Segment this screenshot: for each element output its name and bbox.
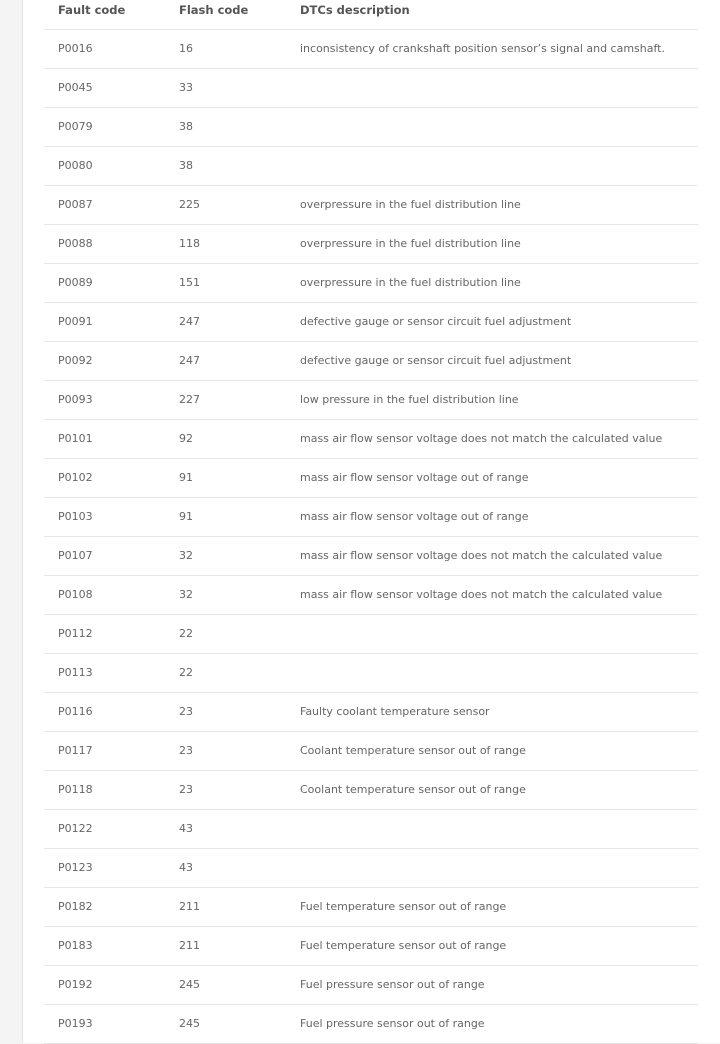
flash-code-cell: 211 (165, 926, 286, 965)
fault-code-cell: P0107 (44, 536, 165, 575)
flash-code-cell: 16 (165, 29, 286, 68)
description-cell: mass air flow sensor voltage out of range (286, 497, 698, 536)
description-cell: mass air flow sensor voltage does not match the calculated value (286, 575, 698, 614)
table-row (44, 692, 698, 731)
table-row (44, 497, 698, 536)
fault-code-cell: P0192 (44, 965, 165, 1004)
table-row (44, 731, 698, 770)
description-cell: inconsistency of crankshaft position sensor’s signal and camshaft. (286, 29, 698, 68)
table-row (44, 809, 698, 848)
fault-code-cell: P0091 (44, 302, 165, 341)
flash-code-cell: 91 (165, 497, 286, 536)
table-row (44, 302, 698, 341)
description-cell: Fuel pressure sensor out of range (286, 1004, 698, 1043)
fault-code-cell: P0045 (44, 68, 165, 107)
fault-code-cell: P0089 (44, 263, 165, 302)
fault-code-cell: P0092 (44, 341, 165, 380)
description-cell: mass air flow sensor voltage out of range (286, 458, 698, 497)
fault-code-cell: P0193 (44, 1004, 165, 1043)
flash-code-cell: 38 (165, 107, 286, 146)
fault-code-cell: P0080 (44, 146, 165, 185)
table-row (44, 107, 698, 146)
fault-code-cell: P0118 (44, 770, 165, 809)
description-cell: overpressure in the fuel distribution line (286, 185, 698, 224)
flash-code-cell: 38 (165, 146, 286, 185)
page-content (22, 0, 720, 1043)
flash-code-cell: 247 (165, 302, 286, 341)
table-row (44, 965, 698, 1004)
header-flash-code: Flash code (165, 0, 286, 29)
flash-code-cell: 23 (165, 770, 286, 809)
table-row (44, 848, 698, 887)
flash-code-cell: 92 (165, 419, 286, 458)
table-row (44, 614, 698, 653)
fault-code-cell: P0112 (44, 614, 165, 653)
table-body (44, 29, 698, 1043)
flash-code-cell: 22 (165, 614, 286, 653)
flash-code-cell: 23 (165, 692, 286, 731)
description-cell: defective gauge or sensor circuit fuel adjustment (286, 341, 698, 380)
description-cell (286, 107, 698, 146)
flash-code-cell: 211 (165, 887, 286, 926)
fault-code-cell: P0108 (44, 575, 165, 614)
fault-code-cell: P0016 (44, 29, 165, 68)
description-cell (286, 614, 698, 653)
table-row (44, 263, 698, 302)
table-row (44, 770, 698, 809)
description-cell: defective gauge or sensor circuit fuel adjustment (286, 302, 698, 341)
table-row (44, 458, 698, 497)
fault-code-cell: P0183 (44, 926, 165, 965)
flash-code-cell: 225 (165, 185, 286, 224)
dtc-table (44, 0, 698, 1044)
description-cell: mass air flow sensor voltage does not match the calculated value (286, 536, 698, 575)
flash-code-cell: 151 (165, 263, 286, 302)
description-cell: Coolant temperature sensor out of range (286, 731, 698, 770)
fault-code-cell: P0079 (44, 107, 165, 146)
description-cell: overpressure in the fuel distribution line (286, 263, 698, 302)
table-row (44, 185, 698, 224)
fault-code-cell: P0117 (44, 731, 165, 770)
fault-code-cell: P0182 (44, 887, 165, 926)
flash-code-cell: 43 (165, 809, 286, 848)
flash-code-cell: 227 (165, 380, 286, 419)
table-row (44, 419, 698, 458)
fault-code-cell: P0087 (44, 185, 165, 224)
flash-code-cell: 32 (165, 536, 286, 575)
flash-code-cell: 247 (165, 341, 286, 380)
table-row (44, 29, 698, 68)
header-fault-code: Fault code (44, 0, 165, 29)
description-cell: mass air flow sensor voltage does not match the calculated value (286, 419, 698, 458)
table-row (44, 536, 698, 575)
table-row (44, 887, 698, 926)
flash-code-cell: 245 (165, 965, 286, 1004)
description-cell (286, 653, 698, 692)
table-row (44, 653, 698, 692)
flash-code-cell: 32 (165, 575, 286, 614)
table-row (44, 380, 698, 419)
fault-code-cell: P0093 (44, 380, 165, 419)
description-cell (286, 809, 698, 848)
fault-code-cell: P0101 (44, 419, 165, 458)
description-cell: Fuel temperature sensor out of range (286, 887, 698, 926)
description-cell: Faulty coolant temperature sensor (286, 692, 698, 731)
flash-code-cell: 22 (165, 653, 286, 692)
flash-code-cell: 118 (165, 224, 286, 263)
table-row (44, 575, 698, 614)
description-cell: Fuel pressure sensor out of range (286, 965, 698, 1004)
description-cell: low pressure in the fuel distribution line (286, 380, 698, 419)
flash-code-cell: 245 (165, 1004, 286, 1043)
fault-code-cell: P0116 (44, 692, 165, 731)
flash-code-cell: 43 (165, 848, 286, 887)
fault-code-cell: P0122 (44, 809, 165, 848)
header-dtc-description: DTCs description (286, 0, 698, 29)
table-row (44, 341, 698, 380)
flash-code-cell: 91 (165, 458, 286, 497)
fault-code-cell: P0113 (44, 653, 165, 692)
description-cell (286, 68, 698, 107)
fault-code-cell: P0103 (44, 497, 165, 536)
fault-code-cell: P0088 (44, 224, 165, 263)
fault-code-cell: P0123 (44, 848, 165, 887)
description-cell (286, 848, 698, 887)
description-cell: Fuel temperature sensor out of range (286, 926, 698, 965)
fault-code-cell: P0102 (44, 458, 165, 497)
table-header (44, 0, 698, 29)
description-cell: overpressure in the fuel distribution line (286, 224, 698, 263)
flash-code-cell: 33 (165, 68, 286, 107)
table-row (44, 146, 698, 185)
table-row (44, 224, 698, 263)
flash-code-cell: 23 (165, 731, 286, 770)
table-row (44, 1004, 698, 1043)
header-row (44, 0, 698, 29)
description-cell: Coolant temperature sensor out of range (286, 770, 698, 809)
table-row (44, 926, 698, 965)
description-cell (286, 146, 698, 185)
table-row (44, 68, 698, 107)
